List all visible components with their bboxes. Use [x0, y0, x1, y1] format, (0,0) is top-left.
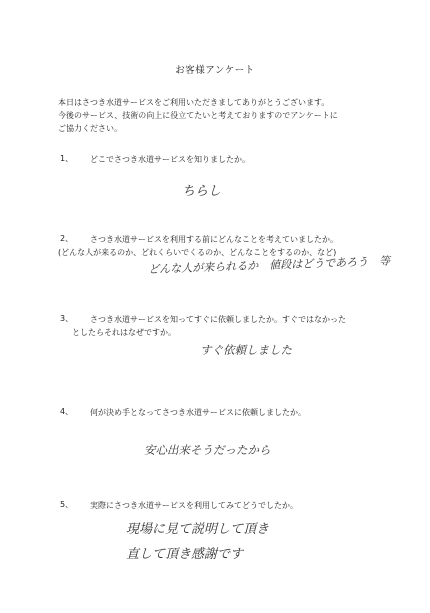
answer-2: どんな人が来られるか 値段はどうであろう 等	[148, 254, 391, 276]
intro-line: ご協力ください。	[58, 124, 122, 133]
question-line: どこでさつき水道サービスを知りましたか。	[90, 155, 250, 164]
intro-text	[58, 96, 388, 135]
answer-5-line-1: 現場に見て説明して頂き	[126, 522, 270, 537]
question-line: 実際にさつき水道サービスを利用してみてどうでしたか。	[90, 501, 298, 510]
answer-5-line-2: 直して頂き感謝です	[126, 547, 244, 562]
intro-line: 本日はさつき水道サービスをご利用いただきましてありがとうございます。	[58, 98, 330, 107]
question-line: さつき水道サービスを知ってすぐに依頼しましたか。すぐではなかった	[90, 315, 346, 324]
answer-3: すぐ依頼しました	[200, 343, 292, 357]
question-number-3: 3、	[60, 314, 74, 323]
answer-4: 安心出来そうだったから	[144, 443, 271, 457]
question-5-text	[90, 499, 298, 512]
question-2-text	[90, 233, 338, 246]
question-number-5: 5、	[60, 500, 74, 509]
question-line: としたらそれはなぜですか。	[72, 328, 176, 337]
question-3-text-cont	[72, 326, 176, 339]
question-1-text	[90, 153, 250, 166]
question-number-1: 1、	[60, 154, 74, 163]
question-number-2: 2、	[60, 234, 74, 243]
answer-1: ちらし	[182, 184, 222, 199]
question-number-4: 4、	[60, 407, 74, 416]
question-4-text	[90, 406, 306, 419]
question-line: (どんな人が来るのか、どれくらいでくるのか、どんなことをするのか、など)	[58, 248, 337, 257]
question-3-text	[90, 313, 346, 326]
question-line: さつき水道サービスを利用する前にどんなことを考えていましたか。	[90, 235, 338, 244]
page-title: お客様アンケート	[175, 65, 255, 76]
question-line: 何が決め手となってさつき水道サービスに依頼しましたか。	[90, 408, 306, 417]
intro-line: 今後のサービス、技術の向上に役立てたいと考えておりますのでアンケートに	[58, 111, 338, 120]
